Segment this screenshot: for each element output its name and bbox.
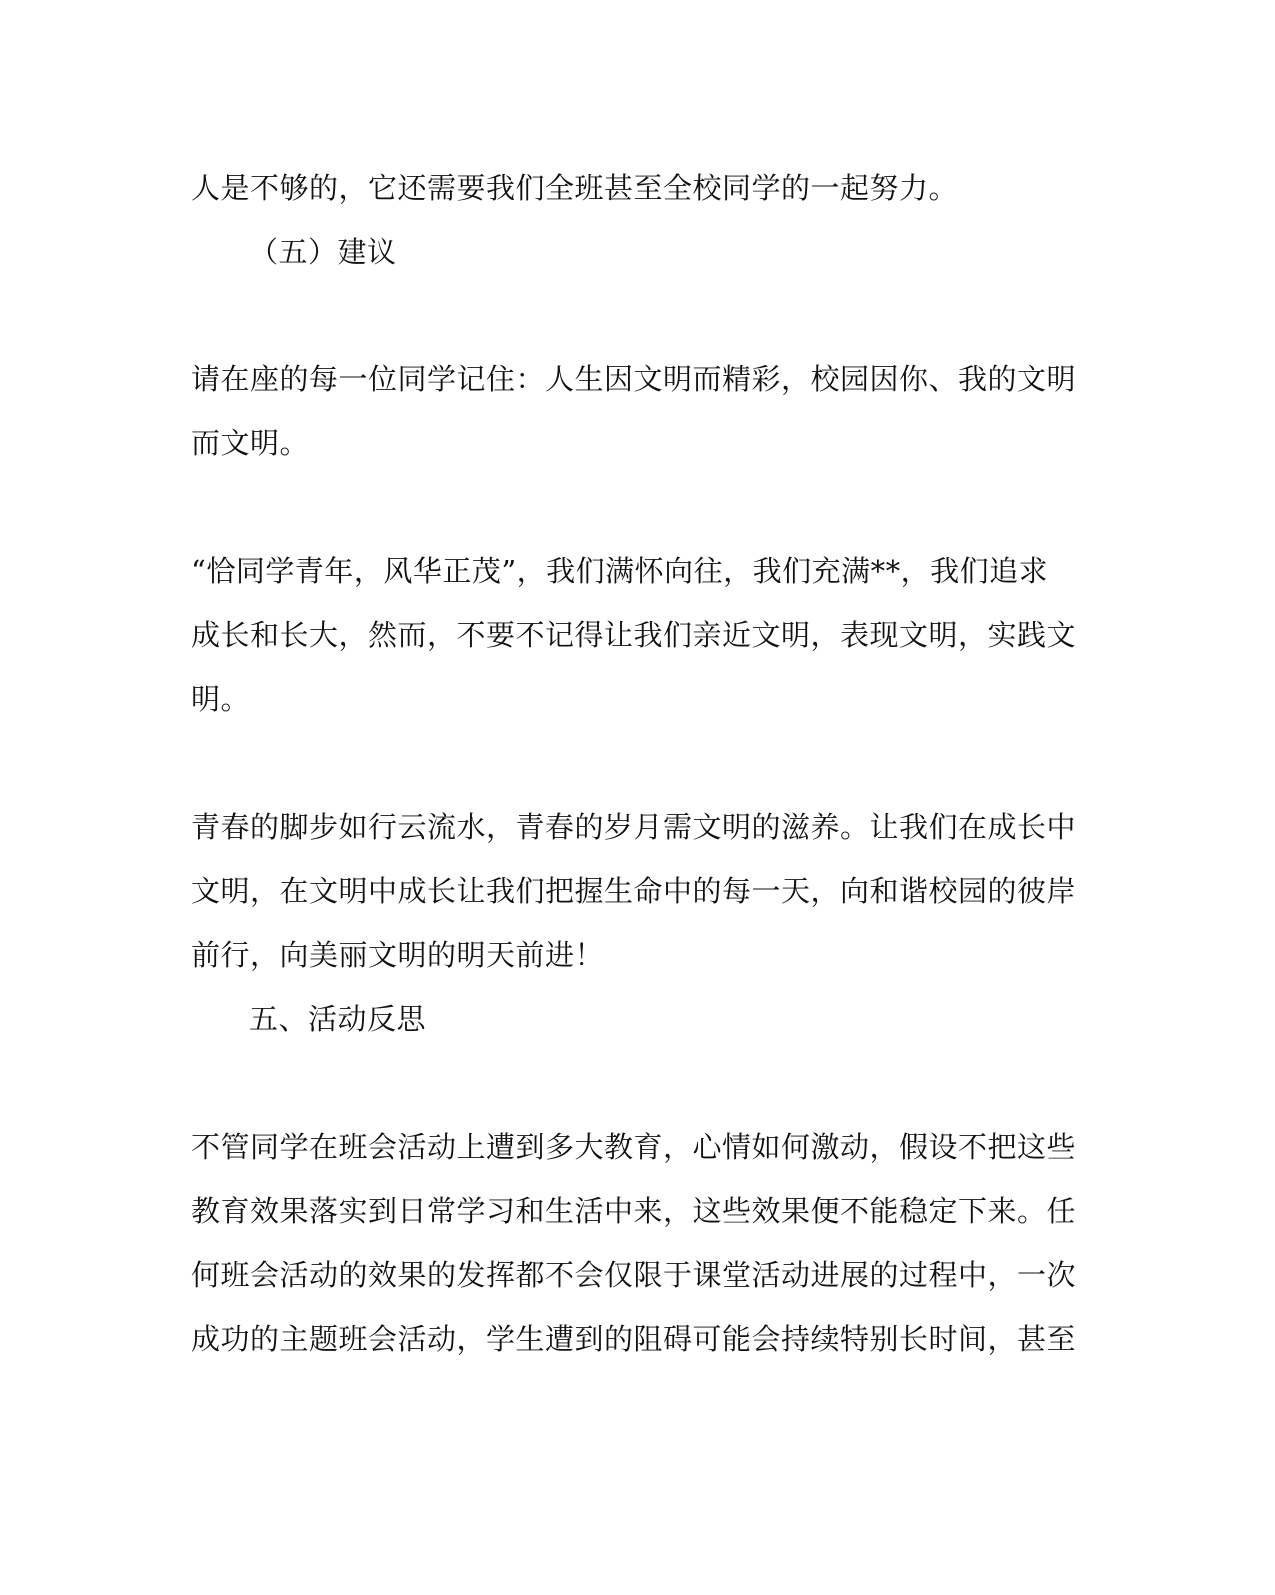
paragraph-line: 成功的主题班会活动，学生遭到的阻碍可能会持续特别长时间，甚至 [191,1322,1077,1356]
paragraph-line: 而文明。 [191,426,310,460]
paragraph-line: “恰同学青年，风华正茂”，我们满怀向往，我们充满**，我们追求 [191,554,1049,588]
paragraph-line: 青春的脚步如行云流水，青春的岁月需文明的滋养。让我们在成长中 [191,810,1077,844]
paragraph-line: 明。 [191,682,251,716]
section-heading-suggestion: （五）建议 [249,235,397,269]
paragraph-line: 不管同学在班会活动上遭到多大教育，心情如何激动，假设不把这些 [191,1130,1077,1164]
paragraph-line: 教育效果落实到日常学习和生活中来，这些效果便不能稳定下来。任 [191,1194,1077,1228]
paragraph-line: 人是不够的，它还需要我们全班甚至全校同学的一起努力。 [191,171,959,205]
paragraph-line: 请在座的每一位同学记住：人生因文明而精彩，校园因你、我的文明 [191,362,1077,396]
paragraph-line: 前行，向美丽文明的明天前进！ [191,938,605,972]
section-heading-reflection: 五、活动反思 [249,1002,427,1036]
paragraph-line: 文明，在文明中成长让我们把握生命中的每一天，向和谐校园的彼岸 [191,874,1077,908]
paragraph-line: 成长和长大，然而，不要不记得让我们亲近文明，表现文明，实践文 [191,618,1077,652]
paragraph-line: 何班会活动的效果的发挥都不会仅限于课堂活动进展的过程中，一次 [191,1258,1077,1292]
